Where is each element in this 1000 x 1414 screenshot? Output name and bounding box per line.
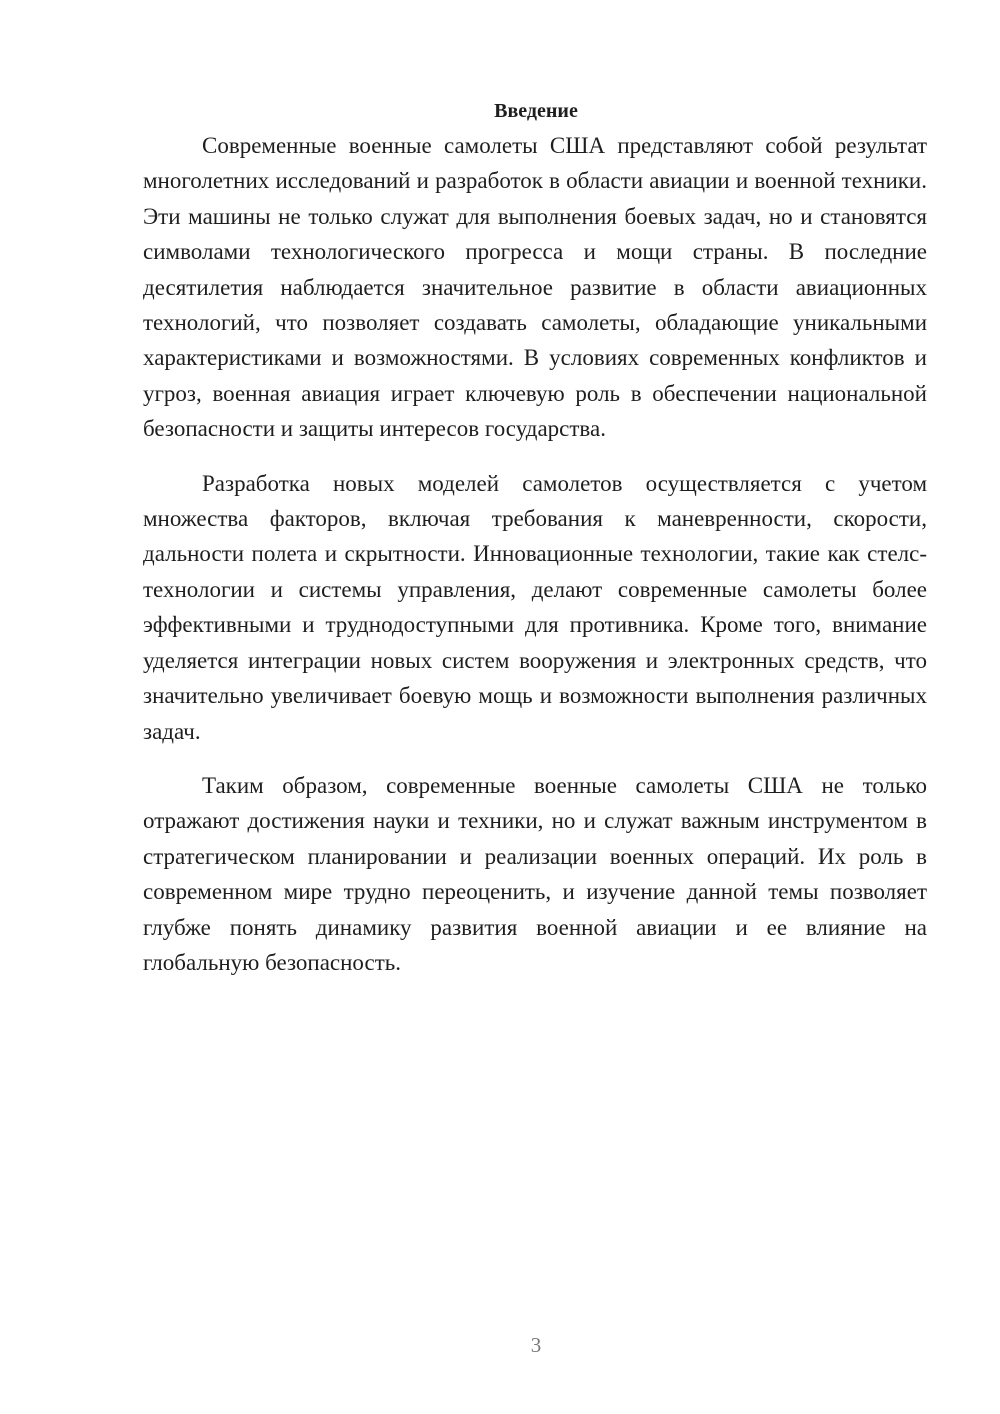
paragraph: Таким образом, современные военные самолеты США не только отражают достижения науки и техники, но и служат важным инструментом в стратегическом планировании и реализации военных операций. Их роль в современном мире трудно переоценить, и изучение данной темы позволяет глубже понять динамику развития военной авиации и ее влияние на глобальную безопасность.: [143, 772, 927, 975]
paragraph: Разработка новых моделей самолетов осуществляется с учетом множества факторов, включая требования к маневренности, скорости, дальности полета и скрытности. Инновационные технологии, такие как стелс-технологии и системы управления, делают современные самолеты более эффективными и труднодоступными для противника. Кроме того, внимание уделяется интеграции новых систем вооружения и электронных средств, что значительно увеличивает боевую мощь и возможности выполнения различных задач.: [143, 470, 927, 744]
paragraph: Современные военные самолеты США представляют собой результат многолетних исследований и разработок в области авиации и военной техники. Эти машины не только служат для выполнения боевых задач, но и становятся символами технологического прогресса и мощи страны. В последние десятилетия наблюдается значительное развитие в области авиационных технологий, что позволяет создавать самолеты, обладающие уникальными характеристиками и возможностями. В условиях современных конфликтов и угроз, военная авиация играет ключевую роль в обеспечении национальной безопасности и защиты интересов государства.: [143, 133, 927, 442]
page-content: [143, 96, 927, 980]
page-number: 3: [530, 1333, 542, 1357]
section-heading: Введение: [494, 100, 578, 122]
